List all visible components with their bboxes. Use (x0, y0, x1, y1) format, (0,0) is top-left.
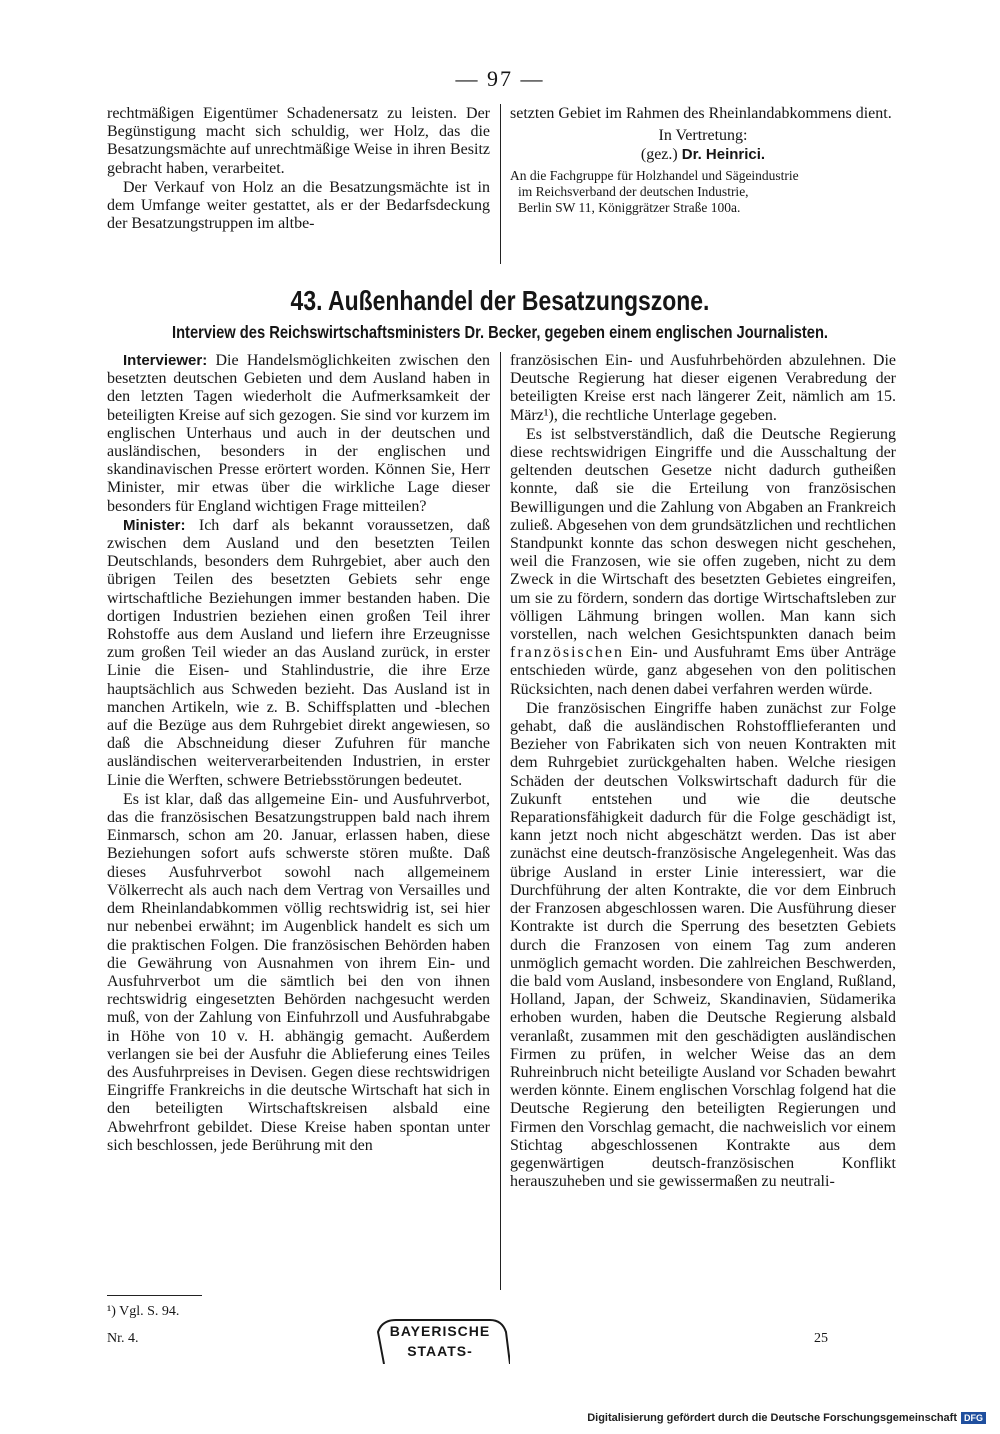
dfg-logo: DFG (961, 1412, 986, 1424)
right-paragraph-1: französischen Ein- und Ausfuhrbehörden abzulehnen. Die Deutsche Regierung hat dieser eigenen Verabredung der beteiligten Kreise erst nach längerer Zeit, nämlich am 15. März¹), die rechtliche Unterlage gegeben. (510, 352, 896, 424)
issue-number: Nr. 4. (107, 1331, 139, 1346)
stamp-line-1: BAYERISCHE (389, 1323, 491, 1339)
top-right-column (510, 105, 896, 215)
article-title: 43. Außenhandel der Besatzungszone. (290, 285, 710, 316)
interviewer-text: Die Handelsmöglichkeiten zwischen den besetzten deutschen Gebieten und dem Ausland haben in den letzten Tagen wiederholt die Aufmerksamkeit der beteiligten Kreise auf sich gezogen. Sie sind vor kurzem im englischen Unterhaus und auch in der deutschen und ausländischen, besonders in der englischen und skandinavischen Presse erörtert worden. Können Sie, Herr Minister, mir etwas über die wirkliche Lage dieser besonders für England wichtigen Frage mitteilen? (107, 352, 490, 515)
article-column-divider (500, 352, 501, 1290)
signed-name: Dr. Heinrici. (681, 146, 766, 164)
right-paragraph-2-spaced: französischen (510, 644, 624, 662)
minister-answer (107, 517, 490, 790)
dfg-credit (587, 1412, 986, 1424)
right-paragraph-3: Die französischen Eingriffe haben zunächst zur Folge gehabt, daß die ausländischen Rohstofflieferanten und Bezieher von Fabrikaten sich von neuen Kontrakten mit dem Ruhrgebiet zurückgehalten haben. Welche riesigen Schäden der deutschen Volkswirtschaft dadurch für die Zukunft entstehen und wie die deutsche Reparationsfähigkeit dadurch für die Folge geschädigt ist, kann jetzt noch nicht abgeschätzt werden. Das ist aber zunächst eine deutsch-französische Angelegenheit. Was das übrige Ausland in erster Linie interessiert, war die Durchführung der alten Kontrakte, die vor dem Einbruch der Franzosen abgeschlossen waren. Die Ausführung dieser Kontrakte ist durch die Sperrung des besetzten Gebiets durch die Franzosen von einem Tag zum anderen unmöglich gemacht worden. Die zahlreichen Beschwerden, die bald vom Ausland, insbesondere von England, Rußland, Holland, Japan, der Schweiz, Skandinavien, Südamerika erhoben wurden, haben die Deutsche Regierung alsbald veranlaßt, zusammen mit den geschädigten ausländischen Firmen zu prüfen, in welcher Weise das an dem Ruhreinbruch nicht beteiligte Ausland vor Schaden bewahrt werden könnte. Einem englischen Vorschlag folgend hat die Deutsche Regierung den beteiligten Regierungen und Firmen den Vorschlag gemacht, die nachweislich vor einem Stichtag abgeschlossenen Kontrakte aus dem gegenwärtigen deutsch-französischen Konflikt herauszuheben und sie gewissermaßen zu neutrali- (510, 699, 896, 1191)
address-line-2: im Reichsverband der deutschen Industrie, (518, 183, 749, 199)
right-paragraph-2-b: Ein- und Ausfuhramt Ems über Anträge entschieden würde, ganz abgesehen von den politischen Rücksichten, nach denen dabei verfahren werden würde. (510, 644, 896, 698)
signature-line (510, 146, 896, 164)
article-right-column (510, 352, 896, 1191)
minister-text: Ich darf als bekannt voraussetzen, daß zwischen dem Ausland und den besetzten Teilen Deutschlands, besonders dem Ruhrgebiet, aber auch den übrigen Teilen des besetzten Gebiets sehr enge wirtschaftliche Beziehungen immer bestanden haben. Die dortigen Industrien beziehen einen großen Teil ihrer Rohstoffe aus dem Ausland und liefern ihre Erzeugnisse zum großen Teil wieder an das Ausland zurück, in erster Linie die Eisen- und Stahlindustrie, die ihre Erze hauptsächlich aus Schweden bezieht. Das Ausland ist in manchen Artikeln, wie z. B. Schiffsplatten und -blechen auf die Bezüge aus dem Ruhrgebiet direkt angewiesen, so daß die Abschneidung dieser Zufuhren für manche ausländischen weiterverarbeitenden Industrien, in erster Linie die Werften, schwere Betriebsstörungen bedeutet. (107, 516, 490, 789)
right-paragraph-2-a: Es ist selbstverständlich, daß die Deutsche Regierung diese rechtswidrigen Eingriffe und die Ausschaltung der geltenden deutschen Gesetze nicht dadurch gutheißen konnte, daß sie die Erteilung von französischen Bewilligungen und die Zahlung von Abgaben an Frankreich zuließ. Abgesehen von dem grundsätzlichen und rechtlichen Standpunkt konnte das schon deswegen nicht geschehen, weil die Franzosen, wie sie offen zugeben, nicht zu dem Zweck in die Wirtschaft des besetzten Gebietes eingreifen, um sie zu fördern, sondern das dortige Wirtschaftsleben zur völligen Lähmung bringen wollen. Man kann sich vorstellen, nach welchen Gesichtspunkten danach beim (510, 425, 896, 644)
page-number: — 97 — (455, 66, 545, 91)
representation-line: In Vertretung: (658, 127, 748, 145)
footnote-rule (107, 1295, 202, 1296)
top-column-divider (500, 104, 501, 264)
dfg-credit-text: Digitalisierung gefördert durch die Deutsche Forschungsgemeinschaft (587, 1412, 957, 1424)
top-left-paragraph-2: Der Verkauf von Holz an die Besatzungsmächte ist in dem Umfange weiter gestattet, als er der Bedarfsdeckung der Besatzungstruppen im altbe- (107, 178, 490, 233)
library-stamp (370, 1318, 510, 1364)
address-line-1: An die Fachgruppe für Holzhandel und Sägeindustrie (510, 167, 799, 183)
right-paragraph-2 (510, 426, 896, 699)
article-left-column (107, 352, 490, 1155)
signature-mark: 25 (814, 1331, 828, 1346)
minister-label: Minister: (123, 516, 186, 534)
signed-prefix: (gez.) (640, 146, 678, 164)
top-left-paragraph-1: rechtmäßigen Eigentümer Schadenersatz zu leisten. Der Begünstigung macht sich schuldig, wer Holz, das die Besatzungsmächte auf unrechtmäßige Weise in ihren Besitz gebracht haben, verarbeitet. (107, 105, 490, 177)
top-right-paragraph: setzten Gebiet im Rahmen des Rheinlandabkommens dient. (510, 105, 892, 122)
stamp-line-2: STAATS- (407, 1343, 473, 1359)
address-line-3: Berlin SW 11, Königgrätzer Straße 100a. (518, 199, 741, 215)
article-subtitle: Interview des Reichswirtschaftsministers Dr. Becker, gegeben einem englischen Journalisten. (171, 322, 829, 342)
left-paragraph-3: Es ist klar, daß das allgemeine Ein- und Ausfuhrverbot, das die französischen Besatzungstruppen bald nach ihrem Einmarsch, schon am 20. Januar, erlassen haben, diese Beziehungen sofort aufs schwerste stören mußte. Daß dieses Ausfuhrverbot sowohl nach allgemeinem Völkerrecht als auch nach dem Vertrag von Versailles und dem Rheinlandabkommen völlig rechtswidrig ist, sei hier nur nebenbei erwähnt; im Augenblick handelt es sich um die praktischen Folgen. Die französischen Behörden haben die Gewährung von Ausnahmen von ihrem Ein- und Ausfuhrverbot um die sämtlich bei den von ihnen rechtswidrig eingesetzten Behörden nachgesucht werden muß, von der Zahlung von Einfuhrzoll und Ausfuhrabgabe in Höhe von 10 v. H. abhängig gemacht. Außerdem verlangen sie bei der Ausfuhr die Ablieferung eines Teiles des Ausfuhrpreises in Devisen. Gegen diese rechtswidrigen Eingriffe Frankreichs in die deutsche Wirtschaft hat sich in den beteiligten Wirtschaftskreisen alsbald eine Abwehrfront gebildet. Diese Kreise haben spontan unter sich beschlossen, jede Berührung mit den (107, 790, 490, 1154)
interviewer-label: Interviewer: (123, 352, 208, 369)
top-left-column (107, 105, 490, 233)
interviewer-question (107, 352, 490, 516)
footnote: ¹) Vgl. S. 94. (107, 1304, 180, 1319)
